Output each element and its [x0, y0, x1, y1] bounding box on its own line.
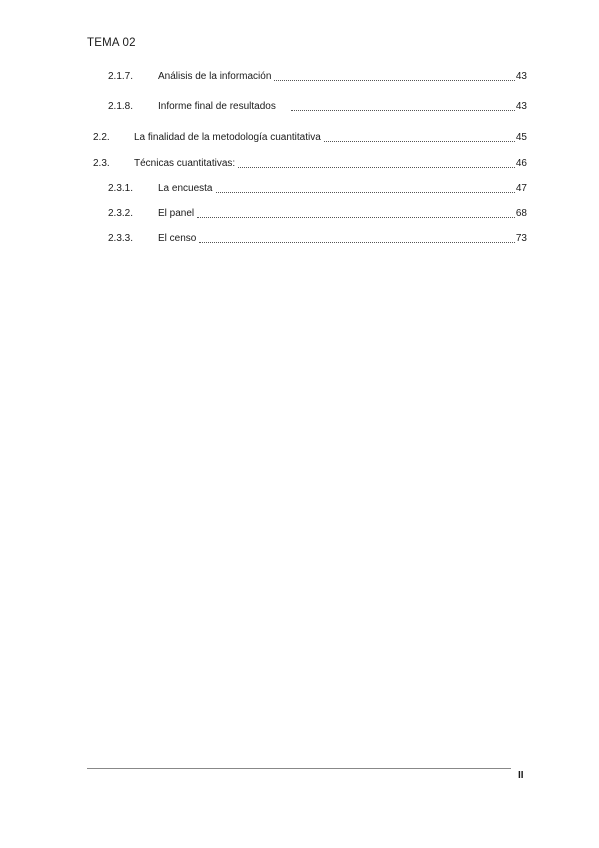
toc-entry-number: 2.2.	[93, 132, 110, 143]
toc-entry[interactable]	[108, 183, 527, 195]
toc-dot-leader	[199, 241, 515, 243]
toc-entry-number: 2.3.3.	[108, 233, 134, 244]
toc-entry-number: 2.1.8.	[108, 101, 134, 112]
page-header-title: TEMA 02	[87, 37, 136, 49]
toc-entry-title: La finalidad de la metodología cuantitativa	[134, 132, 321, 143]
toc-entry[interactable]	[93, 158, 527, 170]
toc-dot-leader	[274, 79, 514, 81]
toc-dot-leader	[238, 166, 515, 168]
toc-entry-title: La encuesta	[158, 183, 213, 194]
toc-entry[interactable]	[108, 208, 527, 220]
toc-entry-number: 2.1.7.	[108, 71, 134, 82]
toc-entry-page: 73	[515, 233, 527, 244]
toc-entry[interactable]	[108, 101, 527, 113]
toc-entry-page: 46	[515, 158, 527, 169]
toc-dot-leader	[324, 140, 515, 142]
toc-entry-title: Análisis de la información	[158, 71, 272, 82]
toc-entry-page: 43	[515, 71, 527, 82]
toc-entry-title: El censo	[158, 233, 197, 244]
toc-entry-title: El panel	[158, 208, 195, 219]
toc-entry[interactable]	[93, 132, 527, 144]
footer-page-number: II	[518, 770, 524, 781]
toc-entry[interactable]	[108, 233, 527, 245]
toc-dot-leader	[197, 216, 515, 218]
toc-entry-page: 47	[515, 183, 527, 194]
toc-entry-page: 43	[515, 101, 527, 112]
toc-entry-number: 2.3.2.	[108, 208, 134, 219]
toc-dot-leader	[216, 191, 515, 193]
toc-entry[interactable]	[108, 71, 527, 83]
toc-dot-leader	[291, 109, 515, 111]
toc-entry-number: 2.3.	[93, 158, 110, 169]
toc-entry-number: 2.3.1.	[108, 183, 134, 194]
toc-entry-page: 45	[515, 132, 527, 143]
footer-divider	[87, 768, 511, 769]
toc-entry-page: 68	[515, 208, 527, 219]
toc-entry-title: Técnicas cuantitativas:	[134, 158, 236, 169]
toc-entry-title: Informe final de resultados	[158, 101, 276, 112]
